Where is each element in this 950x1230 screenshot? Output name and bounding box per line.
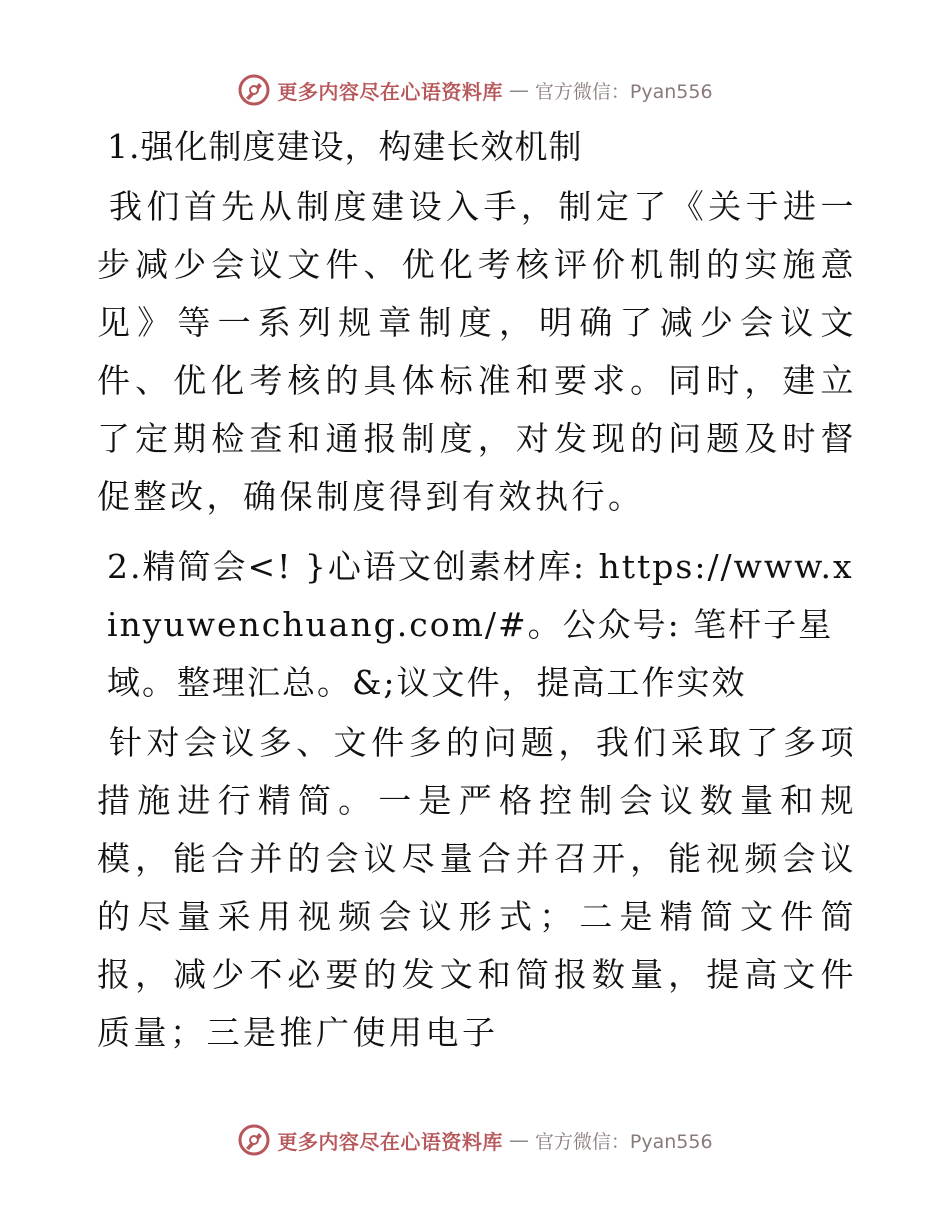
- section-paragraph-2: 针对会议多、文件多的问题，我们采取了多项措施进行精简。一是严格控制会议数量和规模，能合并的会议尽量合并召开，能视频会议的尽量采用视频会议形式；二是精简文件简报，减少不必要的发文和简报数量，提高文件质量；三是推广使用电子: [97, 723, 857, 1052]
- pen-logo-icon: [237, 1123, 271, 1157]
- watermark-separator: —: [508, 78, 529, 102]
- watermark-separator: —: [508, 1128, 529, 1152]
- section-paragraph-1: 我们首先从制度建设入手，制定了《关于进一步减少会议文件、优化考核评价机制的实施意见》等一系列规章制度，明确了减少会议文件、优化考核的具体标准和要求。同时，建立了定期检查和通报制度，对发现的问题及时督促整改，确保制度得到有效执行。: [97, 187, 857, 516]
- document-body: [97, 118, 857, 1074]
- watermark-wechat: 官方微信：Pyan556: [534, 80, 713, 103]
- watermark-footer: [0, 1118, 950, 1162]
- watermark-header: [0, 68, 950, 112]
- section-heading-2: 2.精简会<! }心语文创素材库: https://www.xinyuwenchuang.com/#。公众号: 笔杆子星域。整理汇总。&;议文件，提高工作实效: [107, 547, 854, 702]
- watermark-text: 更多内容尽在心语资料库: [277, 79, 503, 104]
- watermark-text: 更多内容尽在心语资料库: [277, 1129, 503, 1154]
- section-heading-1: 1.强化制度建设，构建长效机制: [107, 127, 583, 166]
- watermark-wechat: 官方微信：Pyan556: [534, 1130, 713, 1153]
- pen-logo-icon: [237, 73, 271, 107]
